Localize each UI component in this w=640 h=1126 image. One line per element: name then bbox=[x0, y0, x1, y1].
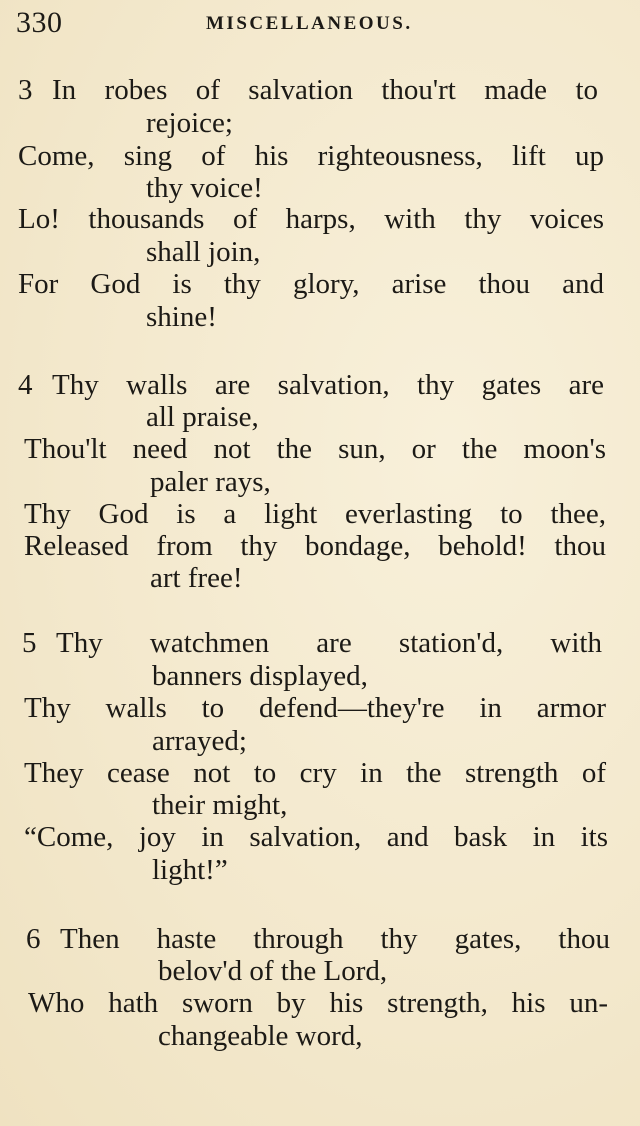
stanza-line: rejoice; bbox=[146, 107, 233, 139]
stanza-line bbox=[18, 369, 604, 401]
stanza-line bbox=[26, 923, 610, 955]
stanza-number: 3 bbox=[18, 74, 33, 106]
verse-text: Then haste through thy gates, thou bbox=[60, 923, 610, 955]
stanza-number: 4 bbox=[18, 369, 33, 401]
stanza-number: 6 bbox=[26, 923, 41, 955]
stanza-line: arrayed; bbox=[152, 725, 247, 757]
page-header bbox=[16, 6, 624, 40]
verse-text: In robes of salvation thou'rt made to bbox=[52, 74, 598, 106]
stanza-line: For God is thy glory, arise thou and bbox=[18, 268, 604, 300]
stanza-line: their might, bbox=[152, 789, 288, 821]
stanza-line: belov'd of the Lord, bbox=[158, 955, 388, 987]
stanza-number: 5 bbox=[22, 627, 37, 659]
stanza-line bbox=[18, 74, 598, 106]
stanza-line: changeable word, bbox=[158, 1020, 363, 1052]
stanza-line: shall join, bbox=[146, 236, 261, 268]
verse-text: Thy walls are salvation, thy gates are bbox=[52, 369, 604, 401]
stanza-line bbox=[22, 627, 602, 659]
stanza-line: light!” bbox=[152, 854, 228, 886]
page-number: 330 bbox=[16, 6, 63, 39]
stanza-line: paler rays, bbox=[150, 466, 271, 498]
stanza-line: thy voice! bbox=[146, 172, 263, 204]
stanza-line: all praise, bbox=[146, 401, 259, 433]
stanza-line: Released from thy bondage, behold! thou bbox=[24, 530, 606, 562]
stanza-line: Lo! thousands of harps, with thy voices bbox=[18, 203, 604, 235]
verse-text: Thy watchmen are station'd, with bbox=[56, 627, 602, 659]
stanza-line: art free! bbox=[150, 562, 243, 594]
stanza-line: shine! bbox=[146, 301, 217, 333]
stanza-line: They cease not to cry in the strength of bbox=[24, 757, 606, 789]
stanza-line: Come, sing of his righteousness, lift up bbox=[18, 140, 604, 172]
stanza-line: Thy God is a light everlasting to thee, bbox=[24, 498, 606, 530]
stanza-line: Thou'lt need not the sun, or the moon's bbox=[24, 433, 606, 465]
stanza-line: Thy walls to defend—they're in armor bbox=[24, 692, 606, 724]
stanza-line: Who hath sworn by his strength, his un- bbox=[28, 987, 608, 1019]
running-head: MISCELLANEOUS. bbox=[206, 13, 413, 34]
stanza-line: banners displayed, bbox=[152, 660, 368, 692]
stanza-line: “Come, joy in salvation, and bask in its bbox=[24, 821, 608, 853]
